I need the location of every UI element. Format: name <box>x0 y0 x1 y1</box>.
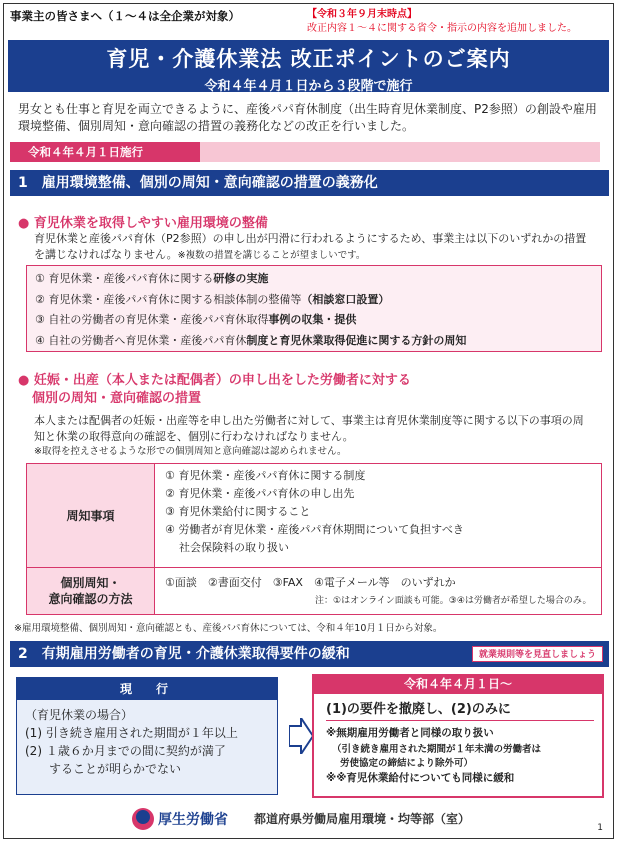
current-rules-label: 現 行 <box>17 678 277 700</box>
table-cell-items: ① 育児休業・産後パパ育休に関する制度 ② 育児休業・産後パパ育休の申し出先 ③ 育児休業給付に関すること ④ 労働者が育児休業・産後パパ育休期間について負担すべき 社会保険料の取り扱い <box>165 469 464 554</box>
list-item: ① 育児休業・産後パパ育休に関する研修の実施 <box>35 272 269 285</box>
intro-paragraph: 男女とも仕事と育児を両立できるように、産後パパ育休制度（出生時育児休業制度、P2参照）の創設や雇用環境整備、個別周知・意向確認の措置の義務化などの改正を行いました。 <box>18 102 597 133</box>
list-item: ③ 自社の労働者の育児休業・産後パパ育休取得事例の収集・提供 <box>35 313 357 326</box>
notice-text: 改正内容１～４に関する省令・指示の内容を追加しました。 <box>307 23 577 34</box>
title-banner <box>8 40 609 92</box>
bullet2-note: ※取得を控えさせるような形での個別周知と意向確認は認められません。 <box>34 446 347 457</box>
footer-organization: 都道府県労働局雇用環境・均等部（室） <box>254 812 471 826</box>
table-header-method: 個別周知・ 意向確認の方法 <box>27 568 155 614</box>
section1-bullet1: ● 育児休業を取得しやすい雇用環境の整備 <box>18 216 268 231</box>
current-rules-text: （育児休業の場合） (1) 引き続き雇用された期間が１年以上 (2) １歳６か月までの間に契約が満了 することが明らかでない <box>25 708 238 776</box>
section1-bullet2-text: 本人または配偶者の妊娠・出産等を申し出た労働者に対して、事業主は育児休業制度等に関する以下の事項の周知と休業の取得意向の確認を、個別に行わなければなりません。 ※取得を控えさせるような形での個別周知と意向確認は認められません。 <box>34 413 594 460</box>
arrow-right-icon <box>289 718 313 754</box>
section1-footnote: ※雇用環境整備、個別周知・意向確認とも、産後パパ育休については、令和４年10月１日から対象。 <box>14 623 443 634</box>
new-rules-note3: ※※育児休業給付についても同様に緩和 <box>326 772 515 784</box>
table-header-items: 周知事項 <box>27 464 155 567</box>
page-title: 育児・介護休業法 改正ポイントのご案内 <box>106 47 511 71</box>
table-cell-method: ①面談 ②書面交付 ③FAX ④電子メール等 のいずれか 注：①はオンライン面談も可能。③④は労働者が希望した場合のみ。 <box>165 576 592 606</box>
table-row <box>27 464 601 568</box>
new-rules-note2: （引き続き雇用された期間が１年未満の労働者は 労使協定の締結により除外可） <box>332 744 542 769</box>
new-rules-box <box>312 674 604 798</box>
section1-bullet2: ● 妊娠・出産（本人または配偶者）の申し出をした労働者に対する 個別の周知・意向確認の措置 <box>18 373 411 406</box>
section1-heading: 1 雇用環境整備、個別の周知・意向確認の措置の義務化 <box>10 170 609 196</box>
effective-date-tag: 令和４年４月１日施行 <box>10 142 600 162</box>
document-page <box>3 3 614 839</box>
section2-heading: 2 有期雇用労働者の育児・介護休業取得要件の緩和 就業規則等を見直しましょう <box>10 641 609 667</box>
update-notice <box>307 8 607 36</box>
list-item: ② 育児休業・産後パパ育休に関する相談体制の整備等（相談窓口設置） <box>35 292 390 306</box>
ministry-logo <box>132 804 234 834</box>
list-item: ④ 自社の労働者へ育児休業・産後パパ育休制度と育児休業取得促進に関する方針の周知 <box>35 333 467 347</box>
bullet1-note: ※複数の措置を講じることが望ましいです。 <box>177 249 366 261</box>
page-subtitle: 令和４年４月１日から３段階で施行 <box>204 79 413 94</box>
current-rules-box <box>16 677 278 795</box>
new-rules-label: 令和４年４月１日～ <box>312 674 604 694</box>
measures-list <box>26 265 602 352</box>
notification-table <box>26 463 602 615</box>
table-row <box>27 568 601 614</box>
new-rules-main: (1)の要件を撤廃し、(2)のみに <box>326 700 594 721</box>
section1-bullet1-text: 育児休業と産後パパ育休（P2参照）の申し出が円滑に行われるようにするため、事業主は以下のいずれかの措置を講じなければなりません。※複数の措置を講じることが望ましいです。 <box>34 232 587 261</box>
notice-date: 【令和３年９月末時点】 <box>307 9 417 20</box>
ministry-name: 厚生労働省 <box>158 812 228 828</box>
new-rules-note1: ※無期雇用労働者と同様の取り扱い <box>326 727 494 739</box>
audience-label: 事業主の皆さまへ（１～４は全企業が対象） <box>10 9 240 23</box>
rules-review-badge: 就業規則等を見直しましょう <box>472 646 603 662</box>
page-number: 1 <box>597 823 603 833</box>
